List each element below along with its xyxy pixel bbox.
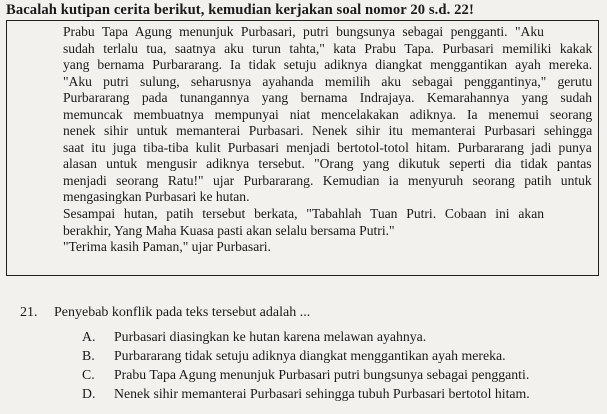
answer-options [82, 327, 530, 403]
option-letter: B. [82, 348, 95, 363]
story-line: saat itu juga tiba-tiba kulit Purbasari menjadi bertotol-totol hitam. Purbararang jadi punya [63, 139, 592, 155]
option-a[interactable] [82, 327, 530, 346]
option-text: Purbararang tidak setuju adiknya diangkat menggantikan ayah mereka. [114, 348, 506, 363]
story-line: Purbararang pada tunangannya yang bernama Indrajaya. Kemarahannya yang sudah [63, 90, 593, 106]
option-d[interactable] [82, 384, 530, 403]
story-line: menjadi seorang Ratu!" ujar Purbararang. Kemudian ia menyuruh seorang patih untuk [63, 172, 592, 188]
option-c[interactable] [82, 365, 530, 384]
story-line: Sesampai hutan, patih tersebut berkata, "Tabahlah Tuan Putri. Cobaan ini akan [63, 206, 545, 222]
story-line: memuncak membuatnya mempunyai niat mencelakakan adiknya. Ia menemui seorang [63, 106, 593, 122]
instruction-heading: Bacalah kutipan cerita berikut, kemudian kerjakan soal nomor 20 s.d. 22! [6, 2, 474, 18]
story-line: alasan untuk mengusir adiknya tersebut. "Orang yang dikutuk seperti dia tidak pantas [63, 156, 592, 172]
question-number: 21. [20, 305, 38, 320]
story-line: nenek sihir untuk memanterai Purbasari. Nenek sihir itu memanterai Purbasari sehingga [63, 123, 593, 139]
story-paragraph-1 [15, 24, 592, 206]
story-paragraph-3 [15, 239, 592, 256]
option-letter: A. [82, 329, 96, 344]
question-21 [20, 305, 310, 321]
story-line: "Terima kasih Paman," ujar Purbasari. [63, 239, 271, 255]
story-paragraph-2 [15, 206, 592, 239]
question-text: Penyebab konflik pada teks tersebut adalah ... [54, 305, 311, 320]
story-line: "Aku putri sulung, seharusnya ayahanda memilih aku sebagai penggantinya," gerutu [63, 73, 593, 89]
option-b[interactable] [82, 346, 530, 365]
option-text: Prabu Tapa Agung menunjuk Purbasari putri bungsunya sebagai pengganti. [114, 367, 530, 382]
story-excerpt-box [6, 20, 599, 276]
story-line: mengasingkan Purbasari ke hutan. [63, 189, 250, 205]
story-line: berakhir, Yang Maha Kuasa pasti akan selalu bersama Putri." [63, 222, 395, 238]
story-line: yang bernama Purbararang. Ia tidak setuju adiknya diangkat menggantikan ayah mereka. [63, 57, 593, 73]
option-text: Nenek sihir memanterai Purbasari sehingga tubuh Purbasari bertotol hitam. [114, 386, 530, 401]
option-letter: D. [82, 386, 96, 401]
option-text: Purbasari diasingkan ke hutan karena melawan ayahnya. [114, 329, 427, 344]
story-line: Prabu Tapa Agung menunjuk Purbasari, putri bungsunya sebagai pengganti. "Aku [63, 24, 544, 39]
option-letter: C. [82, 367, 95, 382]
story-line: sudah terlalu tua, saatnya aku turun tahta," kata Prabu Tapa. Purbasari memiliki kakak [63, 40, 593, 56]
